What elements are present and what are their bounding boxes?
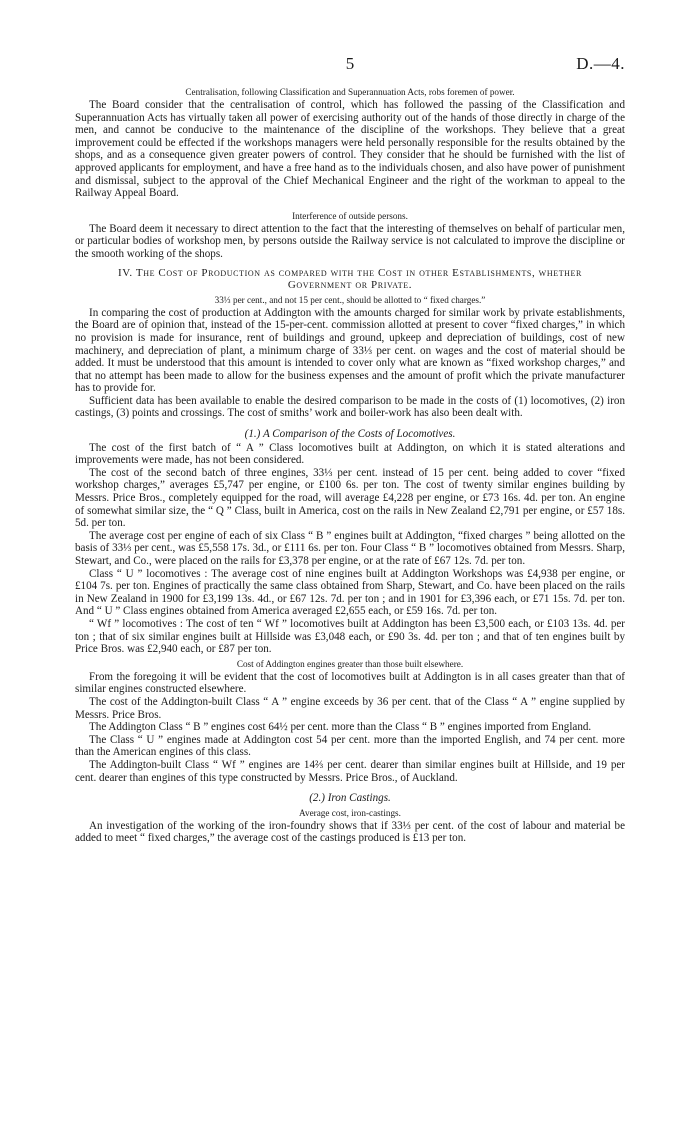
- paragraph: Sufficient data has been available to enable the desired comparison to be made in the costs of (1) locomotives, (2) iron castings, (3) points and crossings. The cost of smiths’ work and boiler-work has also been dealt with.: [75, 394, 625, 420]
- section-heading: Interference of outside persons.: [292, 210, 408, 221]
- paragraph: In comparing the cost of production at Addington with the amounts charged for similar work by private establishments, the Board are of opinion that, instead of the 15-per-cent. commission allotted at present to cover “fixed charges,” in which no provision is made for insurance, rent of buildings and ground, upkeep and depreciation of buildings, cost of new machinery, and depreciation of plant, a minimum charge of 33⅓ per cent. on wages and the cost of material should be added. It must be understood that this amount is intended to cover only what are known as “fixed workshop charges,” and that no attempt has been made to allow for the business expenses and the amount of profit which the private manufacturer has to provide for.: [75, 306, 625, 395]
- document-page: [75, 54, 625, 845]
- section-iv: [75, 267, 625, 421]
- paragraph: The average cost per engine of each of six Class “ B ” engines built at Addington, “fixed charges ” being allotted on the basis of 33⅓ per cent., was £5,558 17s. 3d., or £111 6s. per ton. Four Class “ B ” locomotives obtained from Messrs. Sharp, Stewart, and Co., were placed on the rails for £3,378 per engine, or at the rate of £67 12s. 7d. per ton.: [75, 529, 625, 567]
- section-greater-cost: [75, 658, 625, 784]
- section-iv-title-line2: Government or Private.: [287, 279, 413, 292]
- section-subheading: Average cost, iron-castings.: [299, 807, 401, 818]
- section-iv-title: [75, 267, 625, 292]
- paragraph: The cost of the second batch of three engines, 33⅓ per cent. instead of 15 per cent. being added to cover “fixed workshop charges,” averages £5,747 per engine, or £100 6s. per ton. The cost of twenty similar engines building by Messrs. Price Bros., completely equipped for the road, will average £4,228 per engine, or £73 16s. 4d. per ton. An engine of somewhat similar size, the “ Q ” Class, built in America, cost on the rails in New Zealand £2,791 per engine, or £57 18s. 5d. per ton.: [75, 466, 625, 530]
- paragraph: Class “ U ” locomotives : The average cost of nine engines built at Addington Workshops was £4,938 per engine, or £104 7s. per ton. Engines of practically the same class obtained from Sharp, Stewart, and Co. have been placed on the rails in New Zealand in 1900 for £3,199 13s. 4d., or £67 12s. 7d. per ton ; and in 1901 for £3,396 each, or £71 15s. 7d. per ton. And “ U ” Class engines obtained from America averaged £2,655 each, or £59 16s. 7d. per ton.: [75, 567, 625, 618]
- iron-castings-heading: (2.) Iron Castings.: [309, 792, 391, 805]
- page-number: 5: [345, 54, 355, 73]
- paragraph: The Class “ U ” engines made at Addington cost 54 per cent. more than the imported English, and 74 per cent. more than the American engines of this class.: [75, 733, 625, 759]
- locomotives-heading: (1.) A Comparison of the Costs of Locomotives.: [244, 428, 456, 441]
- section-subheading: 33⅓ per cent., and not 15 per cent., should be allotted to “ fixed charges.”: [214, 294, 486, 305]
- section-locomotives: [75, 428, 625, 656]
- page-header: [75, 54, 625, 84]
- section-heading: Centralisation, following Classification and Superannuation Acts, robs foremen of power.: [185, 87, 515, 97]
- section-iron-castings: [75, 792, 625, 845]
- paragraph: The cost of the Addington-built Class “ A ” engine exceeds by 36 per cent. that of the Class “ A ” engine supplied by Messrs. Price Bros.: [75, 695, 625, 721]
- paragraph: The cost of the first batch of “ A ” Class locomotives built at Addington, on which it is stated alterations and improvements were made, has not been considered.: [75, 441, 625, 467]
- paragraph: The Board deem it necessary to direct attention to the fact that the interesting of themselves on behalf of particular men, or particular bodies of workshop men, by persons outside the Railway service is not calculated to improve the discipline or the smooth working of the shops.: [75, 222, 625, 260]
- section-heading: Cost of Addington engines greater than those built elsewhere.: [236, 658, 464, 669]
- paragraph: The Board consider that the centralisation of control, which has followed the passing of the Classification and Superannuation Acts has virtually taken all power of exercising authority out of the hands of those directly in charge of the men, and cannot be conducive to the maintenance of the discipline of the workshops. They believe that a great improvement could be effected if the workshops managers were held personally responsible for the results obtained by the shops, and as a consequence given greater powers of control. They consider that he should be furnished with the list of approved applicants for employment, and have a free hand as to the individuals chosen, and also have power of punishment and dismissal, subject to the approval of the Chief Mechanical Engineer and the right of the workman to appeal to the Railway Appeal Board.: [75, 99, 625, 200]
- paragraph: The Addington Class “ B ” engines cost 64½ per cent. more than the Class “ B ” engines imported from England.: [89, 721, 592, 734]
- paragraph: From the foregoing it will be evident that the cost of locomotives built at Addington is in all cases greater than that of similar engines constructed elsewhere.: [75, 670, 625, 696]
- section-centralisation: [75, 86, 625, 200]
- section-iv-title-line1: IV. The Cost of Production as compared with the Cost in other Establishments, whether: [118, 266, 582, 279]
- paragraph: The Addington-built Class “ Wf ” engines are 14⅔ per cent. dearer than similar engines built at Hillside, and 19 per cent. dearer than engines of this type constructed by Messrs. Price Bros., of Auckland.: [75, 758, 625, 784]
- section-interference: [75, 210, 625, 261]
- paragraph: “ Wf ” locomotives : The cost of ten “ Wf ” locomotives built at Addington has been £3,500 each, or £103 13s. 4d. per ton ; that of six similar engines built at Hillside was £3,048 each, or £90 3s. 4d. per ton ; and that of ten engines built by Price Bros. was £2,940 each, or £87 per ton.: [75, 617, 625, 656]
- paragraph: An investigation of the working of the iron-foundry shows that if 33⅓ per cent. of the cost of labour and material be added to meet “ fixed charges,” the average cost of the castings produced is £13 per ton.: [75, 819, 625, 845]
- document-reference: D.—4.: [576, 54, 625, 73]
